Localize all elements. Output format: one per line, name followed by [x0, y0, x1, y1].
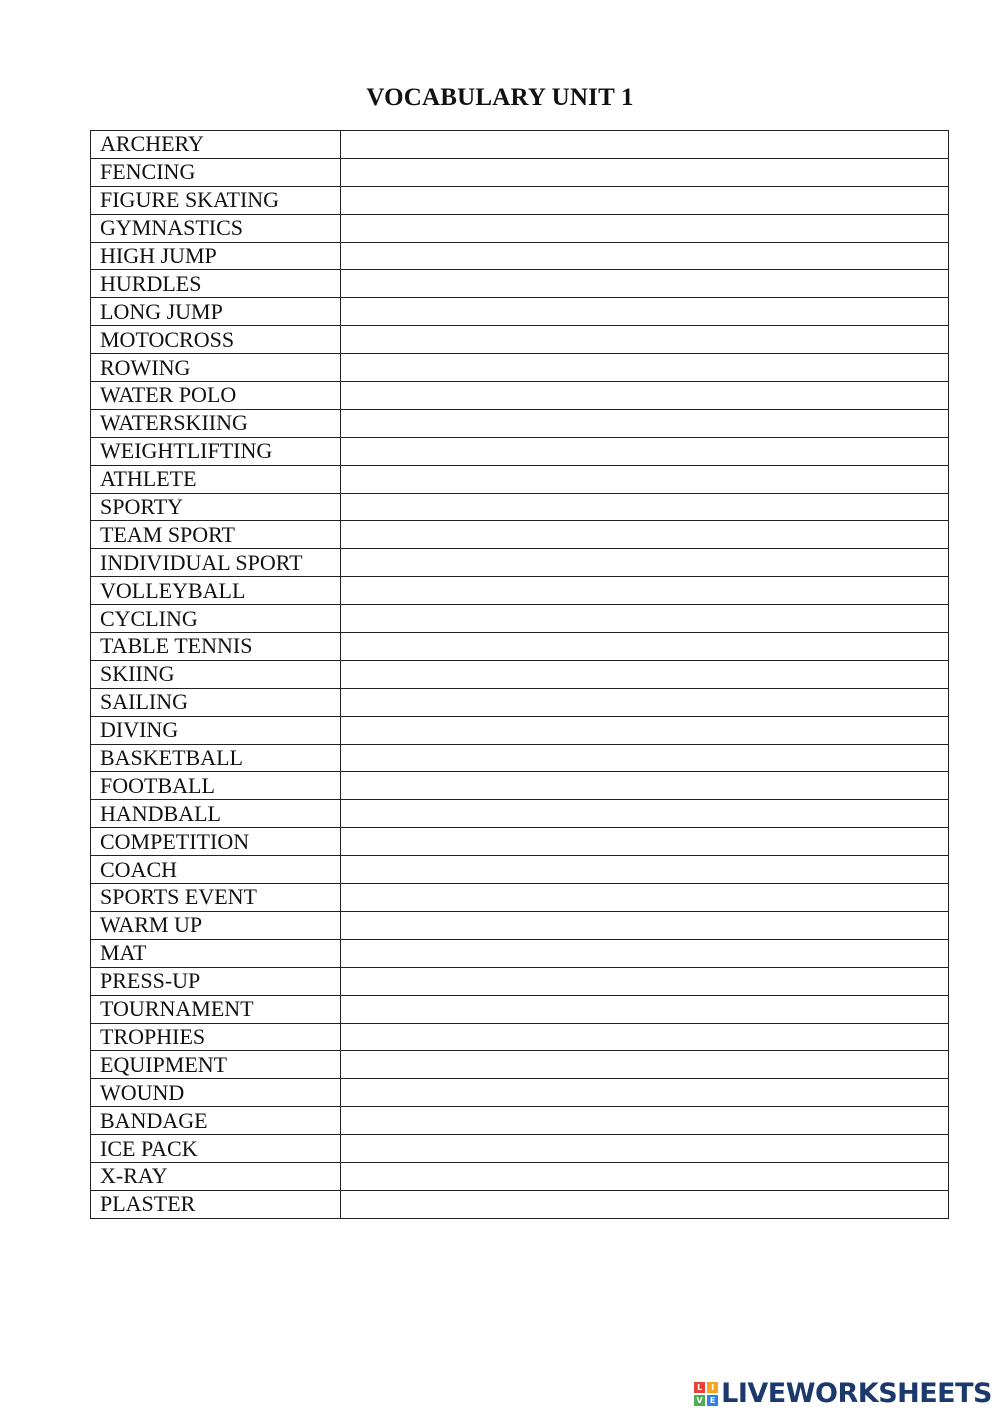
table-row [91, 1023, 949, 1051]
vocab-term: FIGURE SKATING [91, 186, 341, 214]
vocab-term: MAT [91, 939, 341, 967]
table-row [91, 465, 949, 493]
vocab-term: FOOTBALL [91, 772, 341, 800]
answer-cell[interactable] [341, 828, 949, 856]
table-row [91, 131, 949, 159]
vocab-term: TROPHIES [91, 1023, 341, 1051]
vocab-term: LONG JUMP [91, 298, 341, 326]
table-row [91, 660, 949, 688]
table-row [91, 911, 949, 939]
table-row [91, 270, 949, 298]
answer-cell[interactable] [341, 437, 949, 465]
vocab-term: PRESS-UP [91, 967, 341, 995]
logo-tile: I [707, 1382, 718, 1393]
vocab-term: WOUND [91, 1079, 341, 1107]
table-row [91, 493, 949, 521]
table-row [91, 688, 949, 716]
vocab-term: CYCLING [91, 605, 341, 633]
answer-cell[interactable] [341, 911, 949, 939]
answer-cell[interactable] [341, 242, 949, 270]
answer-cell[interactable] [341, 1190, 949, 1218]
table-row [91, 186, 949, 214]
vocab-term: ARCHERY [91, 131, 341, 159]
liveworksheets-brand-name: LIVEWORKSHEETS [721, 1378, 992, 1409]
vocab-term: X-RAY [91, 1162, 341, 1190]
vocab-term: TOURNAMENT [91, 995, 341, 1023]
table-row [91, 1162, 949, 1190]
vocab-term: ICE PACK [91, 1135, 341, 1163]
table-row [91, 214, 949, 242]
answer-cell[interactable] [341, 186, 949, 214]
answer-cell[interactable] [341, 1135, 949, 1163]
vocab-term: FENCING [91, 158, 341, 186]
table-row [91, 1051, 949, 1079]
answer-cell[interactable] [341, 521, 949, 549]
logo-tile: V [694, 1395, 705, 1406]
answer-cell[interactable] [341, 772, 949, 800]
table-row [91, 939, 949, 967]
table-row [91, 744, 949, 772]
answer-cell[interactable] [341, 549, 949, 577]
answer-cell[interactable] [341, 493, 949, 521]
vocab-term: GYMNASTICS [91, 214, 341, 242]
table-row [91, 605, 949, 633]
vocabulary-table [90, 130, 949, 1219]
table-row [91, 1079, 949, 1107]
liveworksheets-logo [694, 1378, 992, 1409]
answer-cell[interactable] [341, 967, 949, 995]
table-row [91, 716, 949, 744]
answer-cell[interactable] [341, 354, 949, 382]
table-row [91, 856, 949, 884]
answer-cell[interactable] [341, 744, 949, 772]
logo-tile: E [707, 1395, 718, 1406]
answer-cell[interactable] [341, 1023, 949, 1051]
answer-cell[interactable] [341, 633, 949, 661]
table-row [91, 577, 949, 605]
table-row [91, 242, 949, 270]
answer-cell[interactable] [341, 995, 949, 1023]
answer-cell[interactable] [341, 270, 949, 298]
vocab-term: COMPETITION [91, 828, 341, 856]
answer-cell[interactable] [341, 131, 949, 159]
vocab-term: SPORTY [91, 493, 341, 521]
table-row [91, 1107, 949, 1135]
table-row [91, 354, 949, 382]
vocab-term: BANDAGE [91, 1107, 341, 1135]
answer-cell[interactable] [341, 382, 949, 410]
answer-cell[interactable] [341, 856, 949, 884]
answer-cell[interactable] [341, 326, 949, 354]
vocab-term: PLASTER [91, 1190, 341, 1218]
vocab-term: ROWING [91, 354, 341, 382]
table-row [91, 437, 949, 465]
table-row [91, 633, 949, 661]
table-row [91, 382, 949, 410]
vocab-term: DIVING [91, 716, 341, 744]
table-row [91, 884, 949, 912]
table-row [91, 828, 949, 856]
vocab-term: COACH [91, 856, 341, 884]
vocabulary-table-body [91, 131, 949, 1219]
answer-cell[interactable] [341, 800, 949, 828]
answer-cell[interactable] [341, 158, 949, 186]
table-row [91, 298, 949, 326]
vocab-term: WEIGHTLIFTING [91, 437, 341, 465]
table-row [91, 326, 949, 354]
table-row [91, 1190, 949, 1218]
table-row [91, 772, 949, 800]
vocab-term: EQUIPMENT [91, 1051, 341, 1079]
vocab-term: MOTOCROSS [91, 326, 341, 354]
answer-cell[interactable] [341, 1079, 949, 1107]
answer-cell[interactable] [341, 660, 949, 688]
table-row [91, 1135, 949, 1163]
vocab-term: TABLE TENNIS [91, 633, 341, 661]
answer-cell[interactable] [341, 1162, 949, 1190]
vocab-term: WATER POLO [91, 382, 341, 410]
vocab-term: ATHLETE [91, 465, 341, 493]
table-row [91, 521, 949, 549]
answer-cell[interactable] [341, 465, 949, 493]
answer-cell[interactable] [341, 939, 949, 967]
answer-cell[interactable] [341, 409, 949, 437]
table-row [91, 967, 949, 995]
answer-cell[interactable] [341, 298, 949, 326]
vocab-term: SPORTS EVENT [91, 884, 341, 912]
answer-cell[interactable] [341, 884, 949, 912]
vocab-term: WATERSKIING [91, 409, 341, 437]
answer-cell[interactable] [341, 716, 949, 744]
answer-cell[interactable] [341, 1051, 949, 1079]
answer-cell[interactable] [341, 688, 949, 716]
vocab-term: HANDBALL [91, 800, 341, 828]
vocab-term: TEAM SPORT [91, 521, 341, 549]
vocab-term: HIGH JUMP [91, 242, 341, 270]
table-row [91, 409, 949, 437]
vocab-term: SKIING [91, 660, 341, 688]
page-title: VOCABULARY UNIT 1 [366, 84, 634, 111]
logo-tile: L [694, 1382, 705, 1393]
vocab-term: WARM UP [91, 911, 341, 939]
vocab-term: HURDLES [91, 270, 341, 298]
table-row [91, 995, 949, 1023]
table-row [91, 800, 949, 828]
answer-cell[interactable] [341, 1107, 949, 1135]
answer-cell[interactable] [341, 214, 949, 242]
vocab-term: SAILING [91, 688, 341, 716]
vocab-term: BASKETBALL [91, 744, 341, 772]
answer-cell[interactable] [341, 577, 949, 605]
vocab-term: INDIVIDUAL SPORT [91, 549, 341, 577]
table-row [91, 549, 949, 577]
answer-cell[interactable] [341, 605, 949, 633]
table-row [91, 158, 949, 186]
liveworksheets-logo-icon [694, 1382, 718, 1406]
vocab-term: VOLLEYBALL [91, 577, 341, 605]
